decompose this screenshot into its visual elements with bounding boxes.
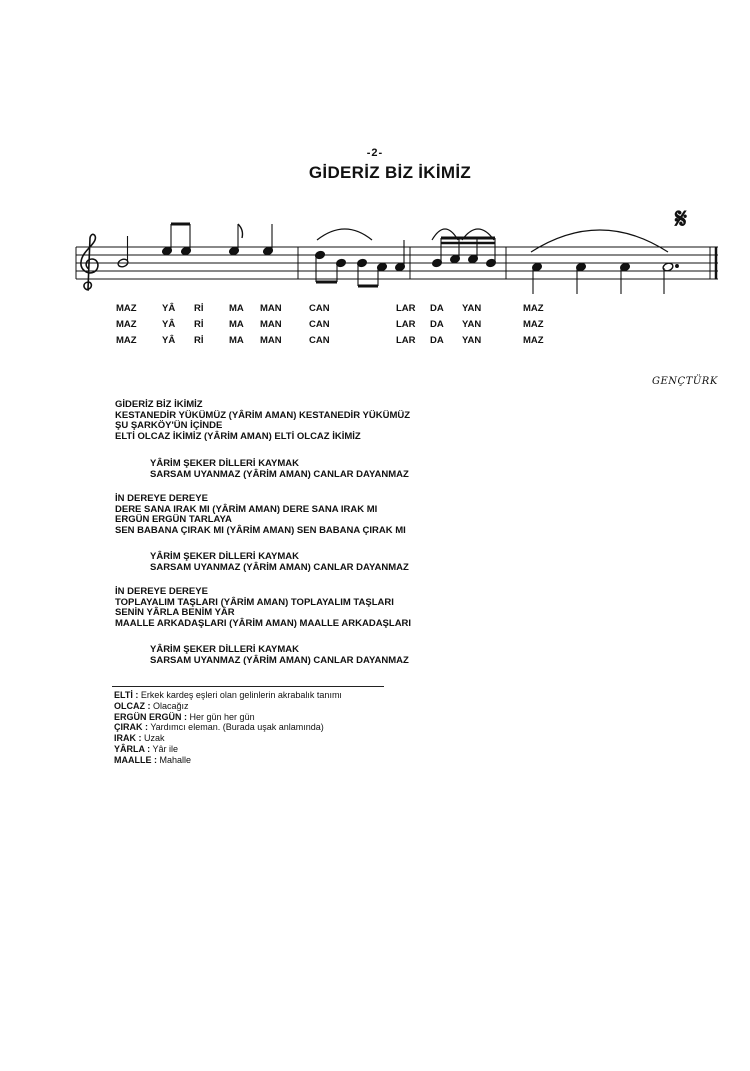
glossary-term: MAALLE : (114, 754, 157, 765)
lyric-syllable: MAZ (116, 319, 137, 330)
chorus-1 (150, 459, 409, 480)
glossary-definition: Yardımcı eleman. (Burada uşak anlamında) (150, 722, 324, 733)
glossary-definition: Mahalle (159, 754, 192, 765)
note-measure-2 (315, 229, 406, 286)
verse-3 (115, 587, 411, 629)
lyric-syllable: LAR (396, 303, 416, 314)
lyric-syllable: LAR (396, 319, 416, 330)
lyric-syllable: YÂ (162, 335, 176, 346)
treble-clef-icon (81, 234, 98, 290)
glossary-entry (114, 744, 342, 755)
author-signature: GENÇTÜRK (652, 376, 718, 387)
lyric-syllable: MAN (260, 303, 282, 314)
lyric-syllable: MAZ (523, 319, 544, 330)
song-title: GİDERİZ BİZ İKİMİZ (308, 163, 472, 182)
lyric-syllable: CAN (309, 319, 330, 330)
verse-line: SENİN YÂRLA BENİM YÂR (115, 607, 235, 618)
verse-line: SARSAM UYANMAZ (YÂRİM AMAN) CANLAR DAYANMAZ (150, 654, 409, 666)
lyric-row-3 (0, 335, 750, 347)
lyric-syllable: YÂ (162, 319, 176, 330)
lyric-syllable: Rİ (194, 319, 204, 330)
verse-2 (115, 494, 406, 536)
chorus-3 (150, 645, 409, 666)
lyric-syllable: YAN (462, 319, 482, 330)
lyric-syllable: CAN (309, 303, 330, 314)
verse-line: ŞU ŞARKÖY'ÜN İÇİNDE (115, 420, 223, 431)
verse-line: YÂRİM ŞEKER DİLLERİ KAYMAK (150, 644, 300, 655)
page-number: -2- (366, 147, 384, 159)
lyric-syllable: MA (229, 303, 244, 314)
staff-lines (76, 247, 718, 279)
lyric-syllable: Rİ (194, 335, 204, 346)
lyric-syllable: DA (430, 319, 444, 330)
lyric-syllable: DA (430, 303, 444, 314)
verse-line: SARSAM UYANMAZ (YÂRİM AMAN) CANLAR DAYANMAZ (150, 468, 409, 480)
lyric-syllable: YAN (462, 303, 482, 314)
lyric-syllable: DA (430, 335, 444, 346)
verse-line: YÂRİM ŞEKER DİLLERİ KAYMAK (150, 551, 300, 562)
glossary-definition: Yâr ile (152, 743, 179, 754)
lyric-syllable: MAN (260, 335, 282, 346)
lyric-syllable: MA (229, 319, 244, 330)
music-staff (0, 0, 750, 310)
verse-line: DERE SANA IRAK MI (YÂRİM AMAN) DERE SANA IRAK MI (115, 503, 378, 515)
lyric-syllable: LAR (396, 335, 416, 346)
verse-line: MAALLE ARKADAŞLARI (YÂRİM AMAN) MAALLE ARKADAŞLARI (115, 617, 412, 629)
glossary-entry (114, 701, 342, 712)
lyric-syllable: MAN (260, 319, 282, 330)
verse-line: SARSAM UYANMAZ (YÂRİM AMAN) CANLAR DAYANMAZ (150, 561, 409, 573)
glossary-entry (114, 690, 342, 701)
lyric-syllable: MAZ (523, 335, 544, 346)
lyric-syllable: MAZ (523, 303, 544, 314)
glossary-term: ERGÜN ERGÜN : (114, 711, 188, 722)
glossary-term: ÇIRAK : (114, 722, 148, 733)
glossary-definition: Uzak (144, 733, 165, 744)
segno-sign: 𝄋 (675, 202, 688, 235)
verse-1 (115, 400, 410, 442)
verse-line: ERGÜN ERGÜN TARLAYA (115, 514, 232, 525)
verse-line: SEN BABANA ÇIRAK MI (YÂRİM AMAN) SEN BABANA ÇIRAK MI (115, 524, 406, 536)
lyric-row-2 (0, 319, 750, 331)
verse-line: GİDERİZ BİZ İKİMİZ (115, 399, 203, 410)
verse-line: TOPLAYALIM TAŞLARI (YÂRİM AMAN) TOPLAYALIM TAŞLARI (115, 596, 394, 608)
note-measure-4 (531, 230, 678, 294)
lyric-syllable: YAN (462, 335, 482, 346)
verse-line: ELTİ OLCAZ İKİMİZ (YÂRİM AMAN) ELTİ OLCAZ İKİMİZ (115, 430, 361, 442)
glossary-divider (112, 686, 384, 687)
lyric-syllable: YÂ (162, 303, 176, 314)
lyric-syllable: Rİ (194, 303, 204, 314)
verse-line: İN DEREYE DEREYE (115, 586, 208, 597)
note-measure-3 (432, 229, 497, 268)
lyric-row-1 (0, 303, 750, 315)
glossary-entry (114, 733, 342, 744)
glossary-entry (114, 712, 342, 723)
glossary-term: ELTİ : (114, 690, 139, 700)
glossary-definition: Olacağız (153, 700, 189, 711)
glossary-definition: Erkek kardeş eşleri olan gelinlerin akrabalık tanımı (140, 690, 342, 700)
verse-line: YÂRİM ŞEKER DİLLERİ KAYMAK (150, 458, 300, 469)
note-measure-1 (117, 224, 273, 268)
verse-line: KESTANEDİR YÜKÜMÜZ (YÂRİM AMAN) KESTANEDİR YÜKÜMÜZ (115, 409, 411, 421)
chorus-2 (150, 552, 409, 573)
glossary-definition: Her gün her gün (189, 711, 255, 722)
lyric-syllable: MA (229, 335, 244, 346)
glossary-term: IRAK : (114, 733, 142, 744)
verse-line: İN DEREYE DEREYE (115, 493, 208, 504)
glossary-entry (114, 722, 342, 733)
lyric-syllable: MAZ (116, 335, 137, 346)
lyric-syllable: MAZ (116, 303, 137, 314)
glossary-term: YÂRLA : (114, 743, 151, 754)
glossary (114, 690, 342, 766)
glossary-entry (114, 755, 342, 766)
lyric-syllable: CAN (309, 335, 330, 346)
glossary-term: OLCAZ : (114, 700, 151, 711)
